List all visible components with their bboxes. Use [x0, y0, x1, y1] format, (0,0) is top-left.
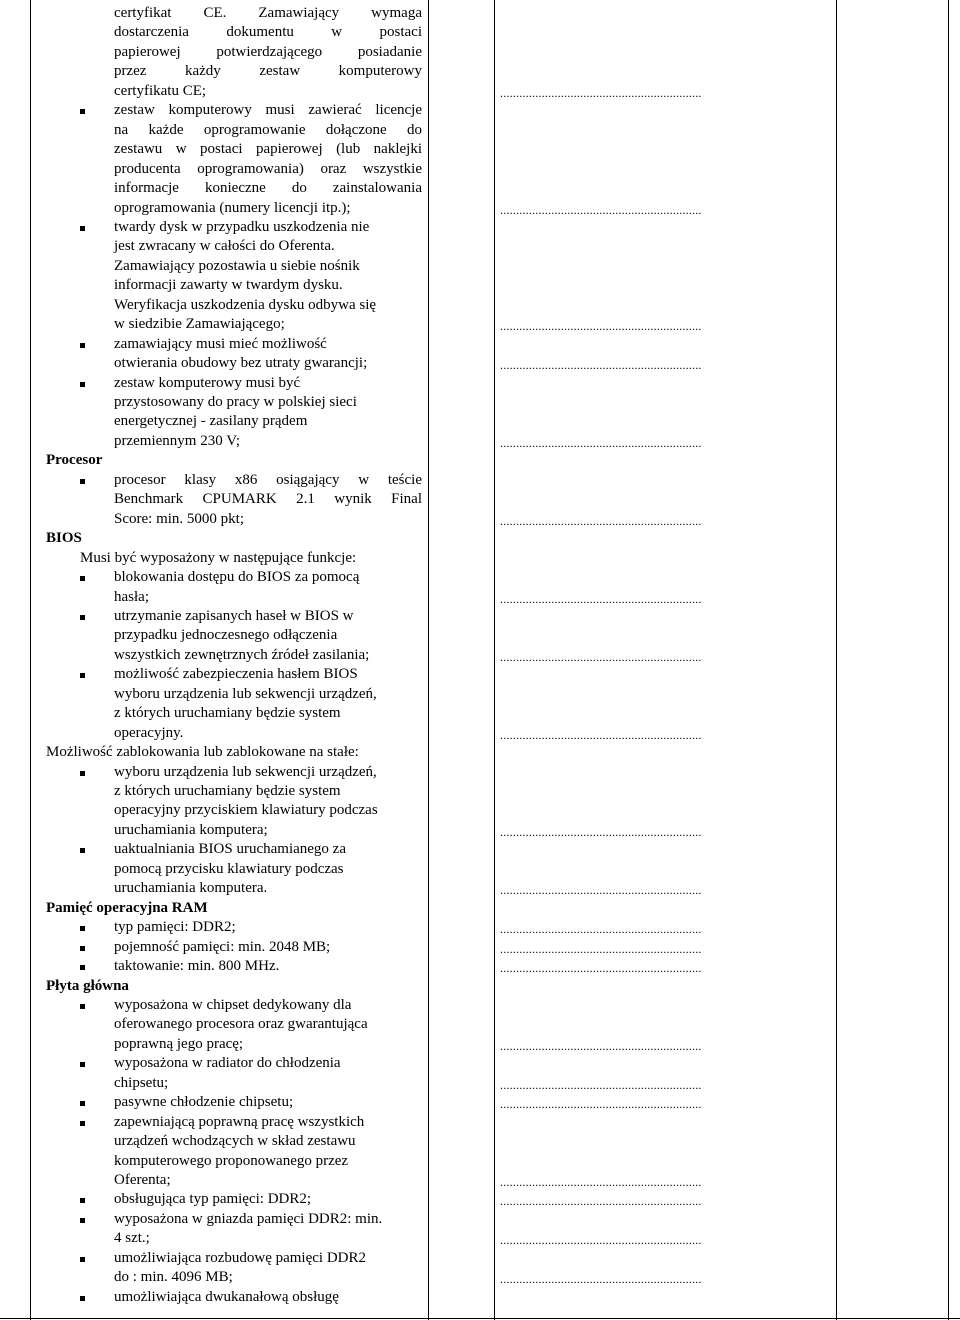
spec-line — [46, 198, 422, 218]
spec-line — [46, 334, 422, 354]
spec-line — [46, 178, 422, 198]
spec-line — [46, 61, 422, 81]
spec-line — [46, 937, 422, 957]
spec-line — [46, 373, 422, 393]
spec-line-text: wyposażona w chipset dedykowany dla — [114, 996, 352, 1013]
spec-line-text: Oferenta; — [114, 1172, 171, 1188]
bullet-icon — [80, 1218, 85, 1223]
spec-line — [46, 1053, 422, 1073]
spec-line-text: BIOS — [46, 530, 82, 547]
spec-line-text: z których uruchamiany będzie system — [114, 705, 341, 722]
spec-line-text: certyfikat CE. Zamawiający wymaga — [114, 5, 422, 21]
spec-line-text: wyboru urządzenia lub sekwencji urządzeń, — [114, 763, 377, 780]
spec-line-text: taktowanie: min. 800 MHz. — [114, 958, 280, 975]
offer-value-field[interactable]: ............................................................... — [500, 883, 702, 898]
spec-line-text: zestawu w postaci papierowej (lub naklejki — [114, 141, 422, 158]
spec-line — [46, 81, 422, 101]
spec-line-text: wyposażona w gniazda pamięci DDR2: min. — [114, 1210, 383, 1227]
spec-line-text: Musi być wyposażony w następujące funkcje: — [80, 549, 357, 566]
spec-line-text: certyfikatu CE; — [114, 82, 207, 99]
spec-line — [46, 470, 422, 490]
spec-line-text: uaktualniania BIOS uruchamianego za — [114, 841, 347, 858]
spec-line-text: uruchamiania komputera. — [114, 880, 268, 897]
offer-column — [500, 0, 822, 1320]
spec-line — [46, 606, 422, 626]
spec-line-text: zamawiający musi mieć możliwość — [114, 335, 327, 352]
bullet-icon — [80, 1257, 85, 1262]
spec-line — [46, 859, 422, 879]
bullet-icon — [80, 1198, 85, 1203]
spec-line — [46, 1151, 422, 1171]
offer-value-field[interactable]: ............................................................... — [500, 649, 702, 664]
bullet-icon — [80, 1004, 85, 1009]
bullet-icon — [80, 479, 85, 484]
spec-line — [46, 1170, 422, 1190]
spec-line-text: oprogramowania (numery licencji itp.); — [114, 199, 351, 216]
spec-line-text: zapewniającą poprawną pracę wszystkich — [114, 1113, 365, 1130]
bullet-icon — [80, 771, 85, 776]
spec-line-text: twardy dysk w przypadku uszkodzenia nie — [114, 218, 370, 235]
spec-line — [46, 839, 422, 859]
bullet-icon — [80, 382, 85, 387]
offer-value-field[interactable]: ............................................................... — [500, 1175, 702, 1189]
table-border-right — [948, 0, 949, 1320]
spec-line-text: urządzeń wchodzących w skład zestawu — [114, 1133, 356, 1150]
spec-line-text: procesor klasy x86 osiągający w teście — [114, 471, 422, 488]
spec-line — [46, 820, 422, 840]
spec-line — [46, 762, 422, 782]
spec-line — [46, 703, 422, 723]
spec-line — [46, 1228, 422, 1248]
spec-line — [46, 956, 422, 976]
spec-line — [46, 431, 422, 451]
section-heading — [46, 898, 422, 918]
table-divider-description — [428, 0, 429, 1320]
spec-line-text: utrzymanie zapisanych haseł w BIOS w — [114, 607, 354, 624]
spec-line-text: jest zwracany w całości do Oferenta. — [114, 238, 335, 255]
table-border-left — [30, 0, 31, 1320]
bullet-icon — [80, 965, 85, 970]
bullet-icon — [80, 343, 85, 348]
spec-line — [46, 120, 422, 140]
offer-value-field[interactable]: ............................................................... — [500, 922, 702, 937]
offer-value-field[interactable]: ............................................................... — [500, 591, 702, 606]
spec-line-text: przypadku jednoczesnego odłączenia — [114, 627, 338, 644]
spec-line — [46, 664, 422, 684]
spec-line-text: operacyjny. — [114, 724, 184, 741]
spec-line-text: Płyta główna — [46, 977, 129, 994]
spec-line-text: przystosowany do pracy w polskiej sieci — [114, 394, 357, 410]
spec-line-text: otwierania obudowy bez utraty gwarancji; — [114, 355, 368, 372]
offer-value-field[interactable]: ............................................................... — [500, 1077, 702, 1092]
spec-line-text: Pamięć operacyjna RAM — [46, 899, 208, 916]
spec-line — [46, 625, 422, 645]
spec-line-text: dostarczenia dokumentu w postaci — [114, 24, 422, 41]
bullet-icon — [80, 109, 85, 114]
spec-line — [46, 489, 422, 509]
spec-line — [46, 684, 422, 704]
spec-line — [46, 295, 422, 315]
spec-line-text: Weryfikacja uszkodzenia dysku odbywa się — [114, 296, 377, 313]
offer-value-field[interactable]: ............................................................... — [500, 435, 702, 450]
table-divider-offer — [494, 0, 495, 1320]
bullet-icon — [80, 226, 85, 231]
spec-line-text: Procesor — [46, 452, 103, 469]
spec-line — [46, 139, 422, 159]
spec-line — [46, 1189, 422, 1209]
section-heading — [46, 528, 422, 548]
spec-line — [46, 742, 422, 762]
spec-line-text: z których uruchamiany będzie system — [114, 783, 341, 799]
bullet-icon — [80, 946, 85, 951]
offer-value-field[interactable]: ............................................................... — [500, 202, 702, 217]
spec-line-text: przez każdy zestaw komputerowy — [114, 63, 422, 80]
spec-line — [46, 314, 422, 334]
bullet-icon — [80, 576, 85, 581]
spec-line — [46, 587, 422, 607]
spec-line-text: Benchmark CPUMARK 2.1 wynik Final — [114, 491, 422, 508]
bullet-icon — [80, 615, 85, 620]
spec-line — [46, 353, 422, 373]
spec-line — [46, 917, 422, 937]
spec-line — [46, 3, 422, 23]
spec-line-text: energetycznej - zasilany prądem — [114, 413, 308, 430]
table-divider-notes — [836, 0, 837, 1320]
offer-value-field[interactable]: ............................................................... — [500, 1233, 702, 1248]
section-heading — [46, 450, 422, 470]
bullet-icon — [80, 848, 85, 853]
offer-value-field[interactable]: ............................................................... — [500, 1097, 702, 1112]
bullet-icon — [80, 926, 85, 931]
bullet-icon — [80, 673, 85, 678]
spec-line — [46, 1287, 422, 1307]
offer-value-field[interactable]: ............................................................... — [500, 1194, 702, 1209]
offer-value-field[interactable]: ............................................................... — [500, 513, 702, 528]
spec-line — [46, 1112, 422, 1132]
spec-line — [46, 723, 422, 743]
offer-value-field[interactable]: ............................................................... — [500, 824, 702, 839]
offer-value-field[interactable]: ............................................................... — [500, 358, 702, 373]
spec-line — [46, 236, 422, 256]
spec-line — [46, 1092, 422, 1112]
spec-line-text: przemiennym 230 V; — [114, 432, 241, 449]
spec-line-text: blokowania dostępu do BIOS za pomocą — [114, 569, 360, 586]
spec-line-text: na każde oprogramowanie dołączone do — [114, 121, 422, 138]
spec-line — [46, 1014, 422, 1034]
spec-line — [46, 645, 422, 665]
spec-line — [46, 1034, 422, 1054]
spec-line-text: do : min. 4096 MB; — [114, 1269, 233, 1286]
spec-line — [46, 217, 422, 237]
spec-line-text: chipsetu; — [114, 1074, 169, 1091]
spec-line — [46, 411, 422, 431]
spec-line-text: wyboru urządzenia lub sekwencji urządzeń, — [114, 685, 377, 702]
spec-line — [46, 878, 422, 898]
offer-value-field[interactable]: ............................................................... — [500, 941, 702, 956]
spec-line — [46, 22, 422, 42]
spec-line-text: hasła; — [114, 588, 149, 605]
spec-line-text: Możliwość zablokowania lub zablokowane na stałe: — [46, 744, 359, 761]
bullet-icon — [80, 1296, 85, 1301]
spec-line — [46, 800, 422, 820]
spec-line — [46, 567, 422, 587]
spec-line-text: umożliwiająca dwukanałową obsługę — [114, 1288, 339, 1305]
spec-line-text: informacje konieczne do zainstalowania — [114, 180, 422, 197]
spec-line-text: poprawną jego pracę; — [114, 1035, 244, 1052]
spec-line-text: 4 szt.; — [114, 1230, 150, 1247]
spec-line-text: pomocą przycisku klawiatury podczas — [114, 860, 344, 877]
spec-line-text: typ pamięci: DDR2; — [114, 919, 236, 936]
spec-line-text: umożliwiająca rozbudowę pamięci DDR2 — [114, 1249, 366, 1266]
spec-line — [46, 1248, 422, 1268]
spec-line — [46, 1131, 422, 1151]
spec-line-text: pasywne chłodzenie chipsetu; — [114, 1094, 294, 1111]
offer-value-field[interactable]: ............................................................... — [500, 961, 702, 976]
bullet-icon — [80, 1121, 85, 1126]
spec-line-text: pojemność pamięci: min. 2048 MB; — [114, 938, 331, 955]
spec-line — [46, 1073, 422, 1093]
spec-line — [46, 392, 422, 412]
spec-line-text: w siedzibie Zamawiającego; — [114, 316, 285, 333]
spec-line-text: oferowanego procesora oraz gwarantująca — [114, 1016, 368, 1033]
spec-line — [46, 1267, 422, 1287]
spec-line-text: obsługująca typ pamięci: DDR2; — [114, 1191, 312, 1208]
spec-line-text: zestaw komputerowy musi być — [114, 374, 301, 391]
spec-line-text: producenta oprogramowania) oraz wszystkie — [114, 160, 422, 177]
spec-line — [46, 1209, 422, 1229]
spec-line-text: wyposażona w radiator do chłodzenia — [114, 1055, 341, 1072]
spec-line-text: papierowej potwierdzającego posiadanie — [114, 43, 422, 60]
spec-line-text: komputerowego proponowanego przez — [114, 1152, 349, 1169]
offer-value-field[interactable]: ............................................................... — [500, 727, 702, 742]
spec-line — [46, 995, 422, 1015]
offer-value-field[interactable]: ............................................................... — [500, 1272, 702, 1287]
spec-line — [46, 256, 422, 276]
spec-line-text: informacji zawarty w twardym dysku. — [114, 277, 343, 294]
spec-line-text: Score: min. 5000 pkt; — [114, 510, 244, 527]
offer-value-field[interactable]: ............................................................... — [500, 1038, 702, 1053]
offer-value-field[interactable]: ............................................................... — [500, 85, 702, 100]
spec-line — [46, 781, 422, 801]
spec-line-text: operacyjny przyciskiem klawiatury podczas — [114, 802, 378, 819]
spec-line-text: możliwość zabezpieczenia hasłem BIOS — [114, 666, 358, 683]
spec-line — [46, 548, 422, 568]
spec-line-text: Zamawiający pozostawia u siebie nośnik — [114, 257, 360, 274]
bullet-icon — [80, 1101, 85, 1106]
offer-value-field[interactable]: ............................................................... — [500, 319, 702, 334]
spec-line — [46, 42, 422, 62]
spec-line — [46, 509, 422, 529]
spec-line — [46, 159, 422, 179]
section-heading — [46, 976, 422, 996]
spec-line — [46, 275, 422, 295]
spec-line — [46, 100, 422, 120]
spec-line-text: wszystkich zewnętrznych źródeł zasilania; — [114, 646, 370, 663]
spec-line-text: zestaw komputerowy musi zawierać licencje — [114, 102, 422, 119]
bullet-icon — [80, 1062, 85, 1067]
spec-line-text: uruchamiania komputera; — [114, 821, 268, 838]
